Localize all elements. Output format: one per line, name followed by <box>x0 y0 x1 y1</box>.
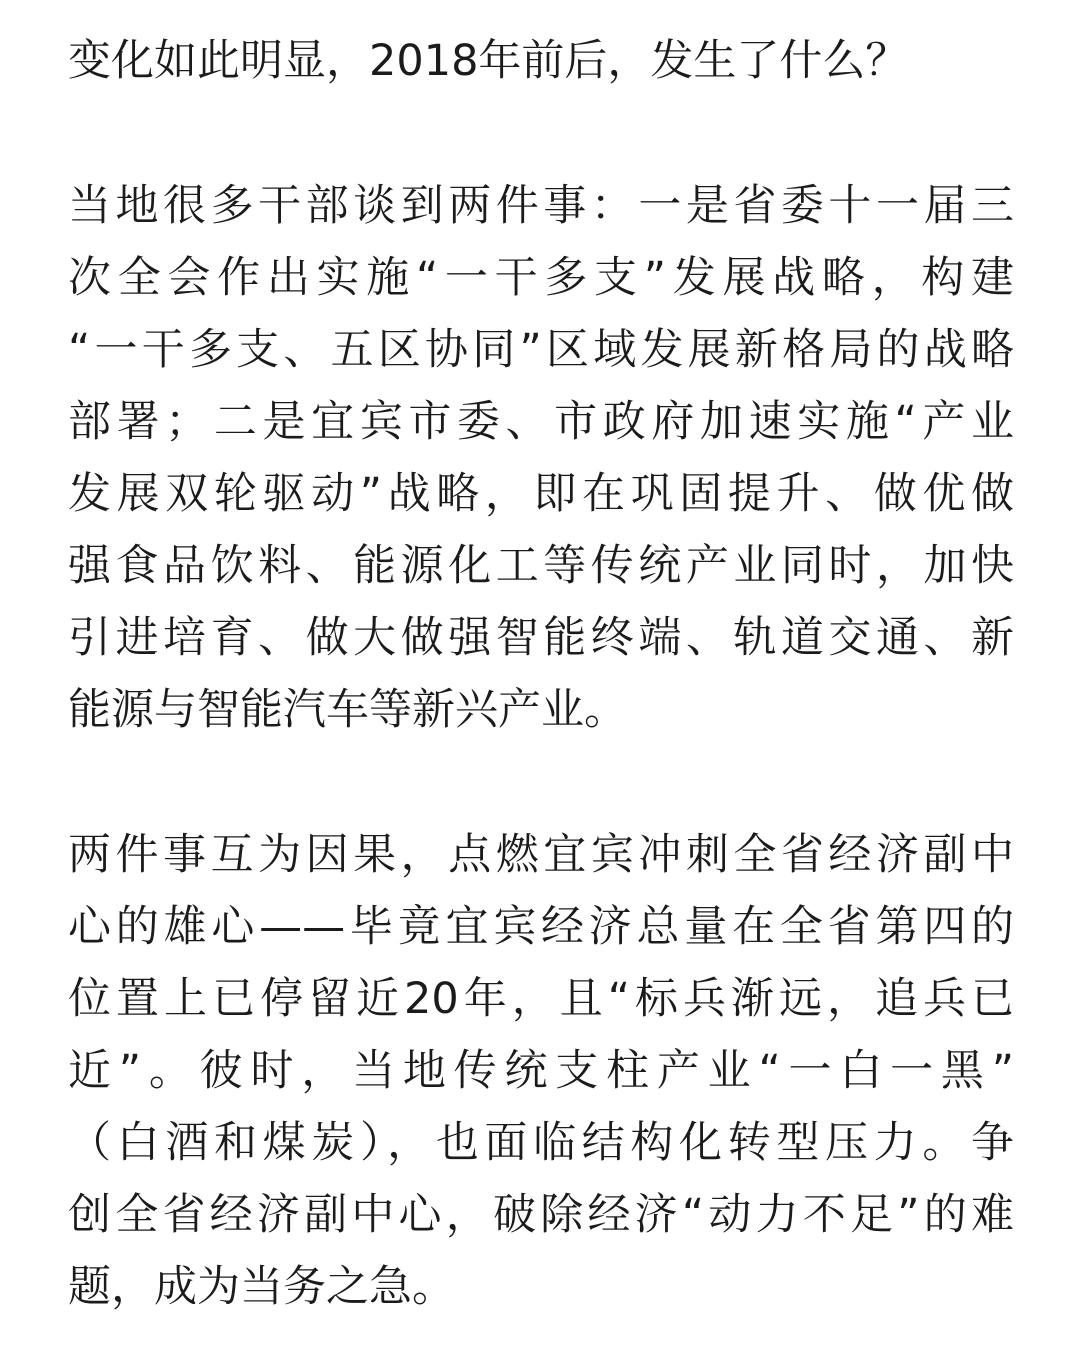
text-line: 次全会作出实施“一干多支”发展战略，构建 <box>68 253 1014 303</box>
text-line: “一干多支、五区协同”区域发展新格局的战略 <box>68 325 1014 375</box>
paragraph-two-things <box>68 170 1014 746</box>
text-line: 近”。彼时，当地传统支柱产业“一白一黑” <box>68 1046 1014 1096</box>
text-line: 引进培育、做大做强智能终端、轨道交通、新 <box>68 613 1014 663</box>
text-line: （白酒和煤炭），也面临结构化转型压力。争 <box>68 1118 1014 1168</box>
paragraph-gap <box>68 97 1014 170</box>
text-line: 当地很多干部谈到两件事：一是省委十一届三 <box>68 181 1014 231</box>
text-line: 能源与智能汽车等新兴产业。 <box>68 685 627 735</box>
text-line: 心的雄心——毕竟宜宾经济总量在全省第四的 <box>68 902 1014 952</box>
text-line: 位置上已停留近20年，且“标兵渐远，追兵已 <box>68 974 1014 1024</box>
text-line: 题，成为当务之急。 <box>68 1262 455 1312</box>
article-body <box>68 0 1014 1323</box>
text-line: 两件事互为因果，点燃宜宾冲刺全省经济副中 <box>68 830 1014 880</box>
text-line: 发展双轮驱动”战略，即在巩固提升、做优做 <box>68 469 1014 519</box>
text-line: 创全省经济副中心，破除经济“动力不足”的难 <box>68 1190 1014 1240</box>
paragraph-question <box>68 25 1014 97</box>
text-line: 部署；二是宜宾市委、市政府加速实施“产业 <box>68 397 1014 447</box>
paragraph-cause-effect <box>68 819 1014 1323</box>
paragraph-gap <box>68 746 1014 819</box>
text-line: 强食品饮料、能源化工等传统产业同时，加快 <box>68 541 1014 591</box>
text-line: 变化如此明显，2018年前后，发生了什么？ <box>68 36 909 86</box>
